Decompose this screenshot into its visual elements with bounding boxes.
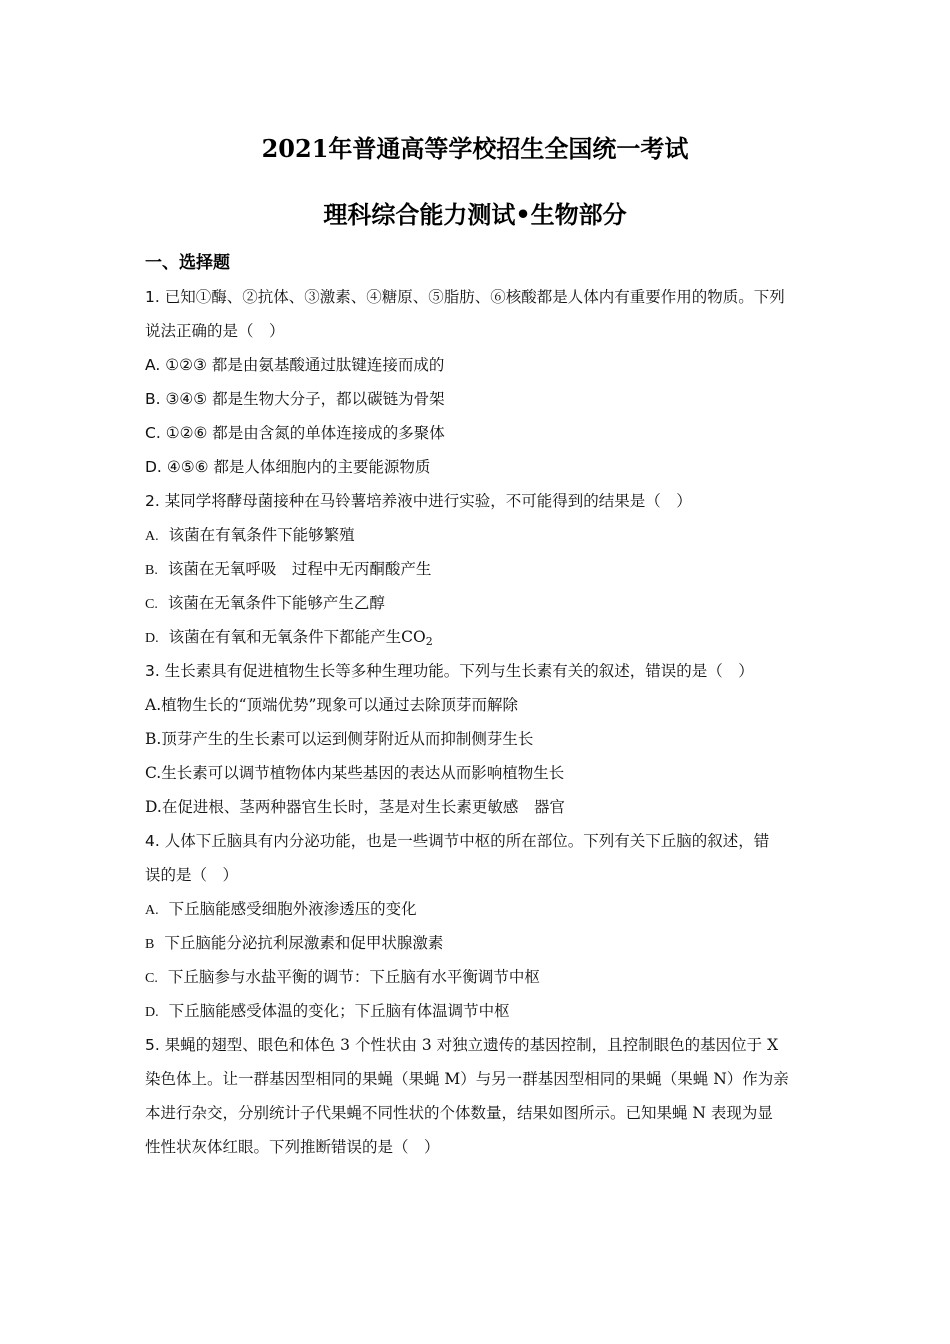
q1-option-c [145, 416, 815, 450]
q4-option-d-key: D. [145, 1005, 159, 1020]
q1-number: 1. [145, 288, 160, 306]
q2-option-a-key: A. [145, 529, 159, 544]
q3-option-a [145, 688, 815, 722]
q1-option-a [145, 348, 815, 382]
q2-option-d-subscript: 2 [425, 635, 433, 648]
q4-stem-text2: 误的是（ ） [145, 866, 239, 884]
q2-option-d [145, 620, 815, 654]
q3-option-a-text: 植物生长的“顶端优势”现象可以通过去除顶芽而解除 [161, 696, 518, 714]
q5-stem-text2: 染色体上。让一群基因型相同的果蝇（果蝇 M）与另一群基因型相同的果蝇（果蝇 N）作为亲 [145, 1070, 789, 1088]
q3-option-a-key: A. [145, 696, 162, 714]
q2-option-b-key: B. [145, 563, 158, 578]
q3-stem-text1: 生长素具有促进植物生长等多种生理功能。下列与生长素有关的叙述，错误的是（ ） [164, 662, 754, 680]
q4-option-c-key: C. [145, 971, 158, 986]
q3-option-d-text: 在促进根、茎两种器官生长时，茎是对生长素更敏感 器官 [161, 798, 565, 816]
q1-option-a-key: A. [145, 356, 161, 374]
q3-option-b-text: 顶芽产生的生长素可以运到侧芽附近从而抑制侧芽生长 [161, 730, 534, 748]
q5-number: 5. [145, 1036, 160, 1054]
q2-option-b [145, 552, 815, 586]
q5-stem-text3: 本进行杂交，分别统计子代果蝇不同性状的个体数量，结果如图所示。已知果蝇 N 表现为显 [145, 1104, 773, 1122]
q4-option-c [145, 960, 815, 994]
q4-stem-line2 [145, 858, 815, 892]
q3-option-b [145, 722, 815, 756]
q3-option-b-key: B. [145, 730, 162, 748]
q1-stem-line1 [145, 280, 815, 314]
q1-option-d-text: ④⑤⑥ 都是人体细胞内的主要能源物质 [166, 458, 431, 476]
q4-option-a [145, 892, 815, 926]
q4-option-d [145, 994, 815, 1028]
q4-option-d-text: 下丘脑能感受体温的变化；下丘脑有体温调节中枢 [168, 1002, 510, 1020]
q5-stem-line3 [145, 1096, 815, 1130]
q5-stem-text4: 性性状灰体红眼。下列推断错误的是（ ） [145, 1138, 440, 1156]
q4-option-c-text: 下丘脑参与水盐平衡的调节：下丘脑有水平衡调节中枢 [167, 968, 540, 986]
q2-option-c-key: C. [145, 597, 158, 612]
q5-stem-text1: 果蝇的翅型、眼色和体色 3 个性状由 3 对独立遗传的基因控制，且控制眼色的基因位于 X [164, 1036, 779, 1054]
q2-option-d-text: 该菌在有氧和无氧条件下都能产生CO [168, 628, 426, 646]
q2-stem-line1 [145, 484, 815, 518]
q2-option-a [145, 518, 815, 552]
q1-option-c-key: C. [145, 424, 161, 442]
q2-option-b-text: 该菌在无氧呼吸 过程中无丙酮酸产生 [167, 560, 432, 578]
question-content [145, 250, 815, 1164]
q2-option-c-text: 该菌在无氧条件下能够产生乙醇 [167, 594, 385, 612]
q3-number: 3. [145, 662, 160, 680]
q3-option-d [145, 790, 815, 824]
q4-option-b-key: B [145, 937, 155, 952]
q1-option-a-text: ①②③ 都是由氨基酸通过肽键连接而成的 [165, 356, 445, 374]
q4-number: 4. [145, 832, 160, 850]
q2-stem-text1: 某同学将酵母菌接种在马铃薯培养液中进行实验，不可能得到的结果是（ ） [164, 492, 692, 510]
q3-option-c [145, 756, 815, 790]
q1-option-d [145, 450, 815, 484]
q4-option-b [145, 926, 815, 960]
exam-subtitle: 理科综合能力测试•生物部分 [323, 200, 627, 229]
q1-option-b-key: B. [145, 390, 161, 408]
q1-option-b-text: ③④⑤ 都是生物大分子，都以碳链为骨架 [165, 390, 445, 408]
q1-stem-line2 [145, 314, 815, 348]
q2-option-a-text: 该菌在有氧条件下能够繁殖 [168, 526, 355, 544]
q1-option-d-key: D. [145, 458, 162, 476]
q4-stem-line1 [145, 824, 815, 858]
q3-stem-line1 [145, 654, 815, 688]
q1-option-c-text: ①②⑥ 都是由含氮的单体连接成的多聚体 [165, 424, 445, 442]
q5-stem-line2 [145, 1062, 815, 1096]
q3-option-c-key: C. [145, 764, 162, 782]
q1-stem-text2: 说法正确的是（ ） [145, 322, 285, 340]
q4-stem-text1: 人体下丘脑具有内分泌功能，也是一些调节中枢的所在部位。下列有关下丘脑的叙述，错 [164, 832, 770, 850]
q5-stem-line4 [145, 1130, 815, 1164]
exam-title: 2021年普通高等学校招生全国统一考试 [261, 134, 689, 163]
q5-stem-line1 [145, 1028, 815, 1062]
q4-option-a-text: 下丘脑能感受细胞外液渗透压的变化 [168, 900, 417, 918]
q3-option-d-key: D. [145, 798, 162, 816]
q4-option-b-text: 下丘脑能分泌抗利尿激素和促甲状腺激素 [164, 934, 444, 952]
q2-option-d-key: D. [145, 631, 159, 646]
q3-option-c-text: 生长素可以调节植物体内某些基因的表达从而影响植物生长 [161, 764, 565, 782]
q1-stem-text1: 已知①酶、②抗体、③激素、④糖原、⑤脂肪、⑥核酸都是人体内有重要作用的物质。下列 [164, 288, 785, 306]
q2-number: 2. [145, 492, 160, 510]
q1-option-b [145, 382, 815, 416]
q4-option-a-key: A. [145, 903, 159, 918]
q2-option-c [145, 586, 815, 620]
section-heading: 一、选择题 [145, 253, 230, 273]
